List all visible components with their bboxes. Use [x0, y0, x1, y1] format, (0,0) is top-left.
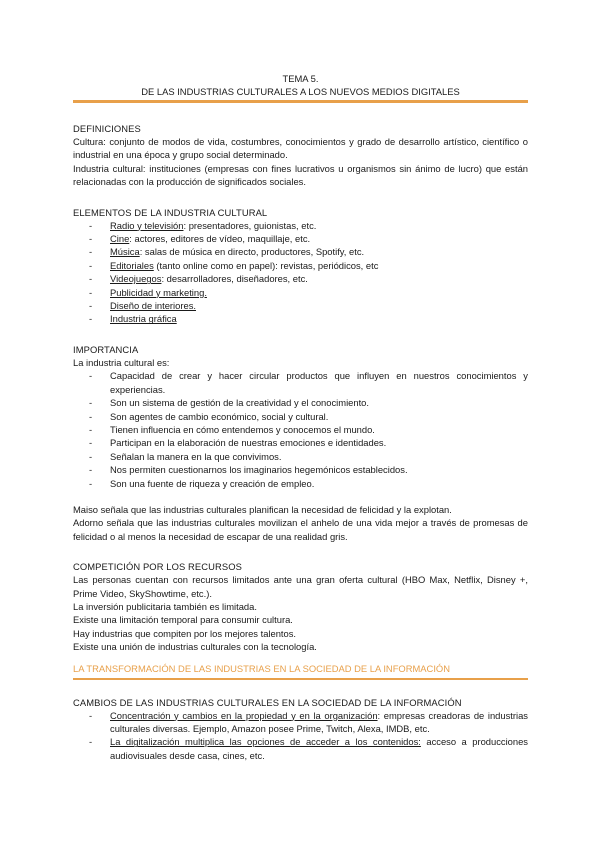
- maiso-paragraph: Maiso señala que las industrias culturales planifican la necesidad de felicidad y la explotan.: [73, 503, 452, 515]
- list-item: - Tienen influencia en cómo entendemos y conocemos el mundo.: [73, 423, 528, 436]
- elementos-list: [73, 219, 528, 326]
- list-item: - Concentración y cambios en la propiedad y en la organización: empresas creadoras de industrias culturales diversas. Ejemplo, Amazon posee Prime, Twitch, Alexa, IMDB, etc.: [73, 709, 528, 736]
- adorno-paragraph: Adorno señala que las industrias culturales movilizan el anhelo de una vida mejor a través de promesas de felicidad o al menos la necesidad de escapar de una realidad gris.: [73, 517, 528, 542]
- list-item: - Publicidad y marketing.: [73, 286, 528, 299]
- section-heading-elementos: ELEMENTOS DE LA INDUSTRIA CULTURAL: [73, 206, 268, 218]
- importancia-list: [73, 369, 528, 490]
- list-item: - Señalan la manera en la que convivimos.: [73, 450, 528, 463]
- competicion-line: Las personas cuentan con recursos limitados ante una gran oferta cultural (HBO Max, Netflix, Disney +, Prime Video, SkyShowtime, etc.).: [73, 574, 528, 599]
- list-item: - Editoriales (tanto online como en papel): revistas, periódicos, etc: [73, 259, 528, 272]
- list-item: - Son agentes de cambio económico, social y cultural.: [73, 410, 528, 423]
- list-item: - Diseño de interiores.: [73, 299, 528, 312]
- list-item: - Son una fuente de riqueza y creación de empleo.: [73, 477, 528, 490]
- competicion-line: Existe una limitación temporal para consumir cultura.: [73, 614, 293, 626]
- list-item: - Participan en la elaboración de nuestras emociones e identidades.: [73, 436, 528, 449]
- title-divider: [73, 100, 528, 103]
- list-item: - Industria gráfica: [73, 312, 528, 325]
- importancia-intro: La industria cultural es:: [73, 356, 170, 368]
- list-item: - La digitalización multiplica las opciones de acceder a los contenidos: acceso a producciones audiovisuales desde casa, cines, etc.: [73, 735, 528, 762]
- cambios-list: [73, 709, 528, 763]
- list-item: - Cine: actores, editores de vídeo, maquillaje, etc.: [73, 232, 528, 245]
- definicion-cultura: Cultura: conjunto de modos de vida, costumbres, conocimientos y grado de desarrollo artístico, científico o industrial en una época y grupo social determinado.: [73, 136, 528, 161]
- section-heading-cambios: CAMBIOS DE LAS INDUSTRIAS CULTURALES EN LA SOCIEDAD DE LA INFORMACIÓN: [73, 696, 462, 708]
- page-title: DE LAS INDUSTRIAS CULTURALES A LOS NUEVOS MEDIOS DIGITALES: [141, 86, 460, 97]
- section-heading-definiciones: DEFINICIONES: [73, 123, 141, 134]
- definicion-industria: Industria cultural: instituciones (empresas con fines lucrativos u organismos sin ánimo de lucro) que están relacionadas con la producción de significados sociales.: [73, 162, 528, 188]
- competicion-line: Hay industrias que compiten por los mejores talentos.: [73, 627, 297, 639]
- topic-number: TEMA 5.: [282, 73, 319, 84]
- section-heading-competicion: COMPETICIÓN POR LOS RECURSOS: [73, 561, 242, 573]
- list-item: - Nos permiten cuestionarnos los imaginarios hegemónicos establecidos.: [73, 463, 528, 476]
- section-divider: [73, 678, 528, 680]
- section-title-transformacion: LA TRANSFORMACIÓN DE LAS INDUSTRIAS EN LA SOCIEDAD DE LA INFORMACIÓN: [73, 662, 450, 674]
- competicion-line: La inversión publicitaria también es limitada.: [73, 600, 257, 612]
- list-item: - Capacidad de crear y hacer circular productos que influyen en nuestros conocimientos y experiencias.: [73, 369, 528, 396]
- list-item: - Radio y televisión: presentadores, guionistas, etc.: [73, 219, 528, 232]
- competicion-line: Existe una unión de industrias culturales con la tecnología.: [73, 641, 317, 653]
- spacer: [73, 490, 528, 503]
- section-heading-importancia: IMPORTANCIA: [73, 343, 139, 355]
- document-page: [73, 72, 528, 762]
- list-item: - Música: salas de música en directo, productores, Spotify, etc.: [73, 245, 528, 258]
- list-item: - Videojuegos: desarrolladores, diseñadores, etc.: [73, 272, 528, 285]
- list-item: - Son un sistema de gestión de la creatividad y el conocimiento.: [73, 396, 528, 409]
